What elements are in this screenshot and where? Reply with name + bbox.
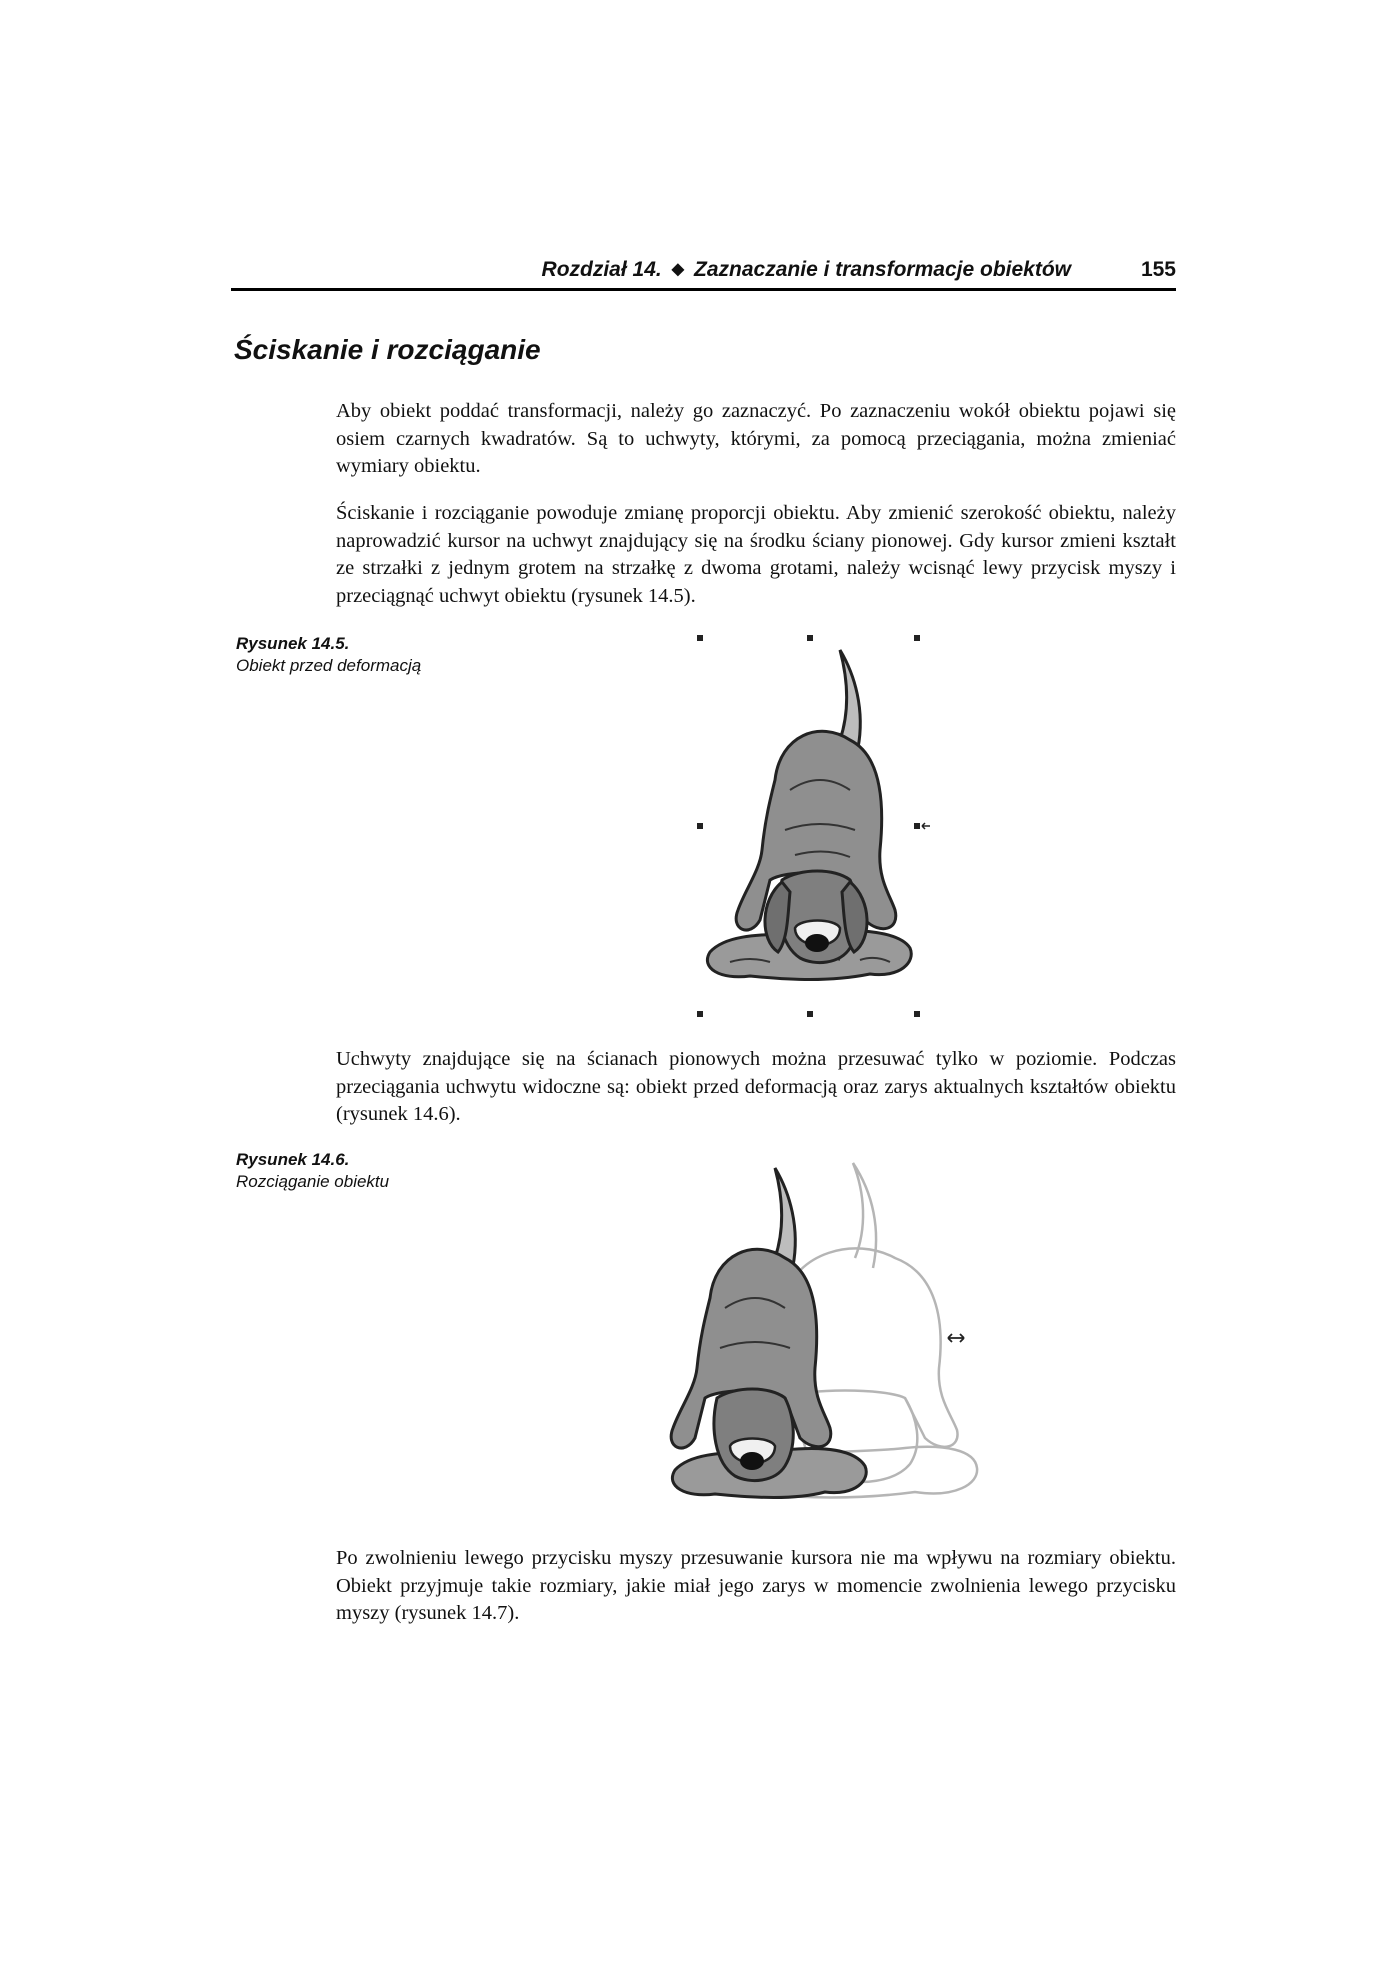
figure-number: Rysunek 14.5. [236,634,350,653]
body-paragraph: Aby obiekt poddać transformacji, należy go zaznaczyć. Po zaznaczeniu wokół obiektu pojawi się osiem czarnych kwadratów. Są to uchwyty, którymi, za pomocą przeciągania, można zmieniać wymiary obiektu. [336,400,1176,477]
body-paragraph: Uchwyty znajdujące się na ścianach pionowych można przesuwać tylko w poziomie. Podczas przeciągania uchwytu widoczne są: obiekt przed deformacją oraz zarys aktualnych kształtów obiektu (rysunek 14.6). [336,1048,1176,1125]
figure-caption [236,633,436,677]
figure-dog-stretching [655,1148,985,1520]
page-number: 155 [1140,258,1176,281]
figure-caption-text: Obiekt przed deformacją [236,656,422,675]
chapter-title: Zaznaczanie i transformacje obiektów [694,258,1071,281]
figure-number: Rysunek 14.6. [236,1150,350,1169]
chapter-number: Rozdział 14. [541,258,662,281]
chapter-heading [542,258,1071,282]
figure-caption [236,1149,436,1193]
body-paragraph: Ściskanie i rozciąganie powoduje zmianę proporcji obiektu. Aby zmienić szerokość obiektu, należy naprowadzić kursor na uchwyt znajdujący się na środku ściany pionowej. Gdy kursor zmieni kształt ze strzałki z jednym grotem na strzałkę z dwoma grotami, należy wcisnąć lewy przycisk myszy i przeciągnąć uchwyt obiektu (rysunek 14.5). [336,502,1176,607]
diamond-separator-icon: ◆ [671,261,685,278]
body-paragraph: Po zwolnieniu lewego przycisku myszy przesuwanie kursora nie ma wpływu na rozmiary obiektu. Obiekt przyjmuje takie rozmiary, jakie miał jego zarys w momencie zwolnienia lewego przycisku myszy (rysunek 14.7). [336,1547,1176,1624]
dog-illustration-stretched-outline-icon [655,1148,985,1520]
section-title: Ściskanie i rozciąganie [234,334,541,365]
figure-dog-selected [690,630,930,1020]
dog-illustration-with-selection-handles-icon [690,630,930,1020]
figure-caption-text: Rozciąganie obiektu [236,1172,390,1191]
running-header [231,254,1176,291]
